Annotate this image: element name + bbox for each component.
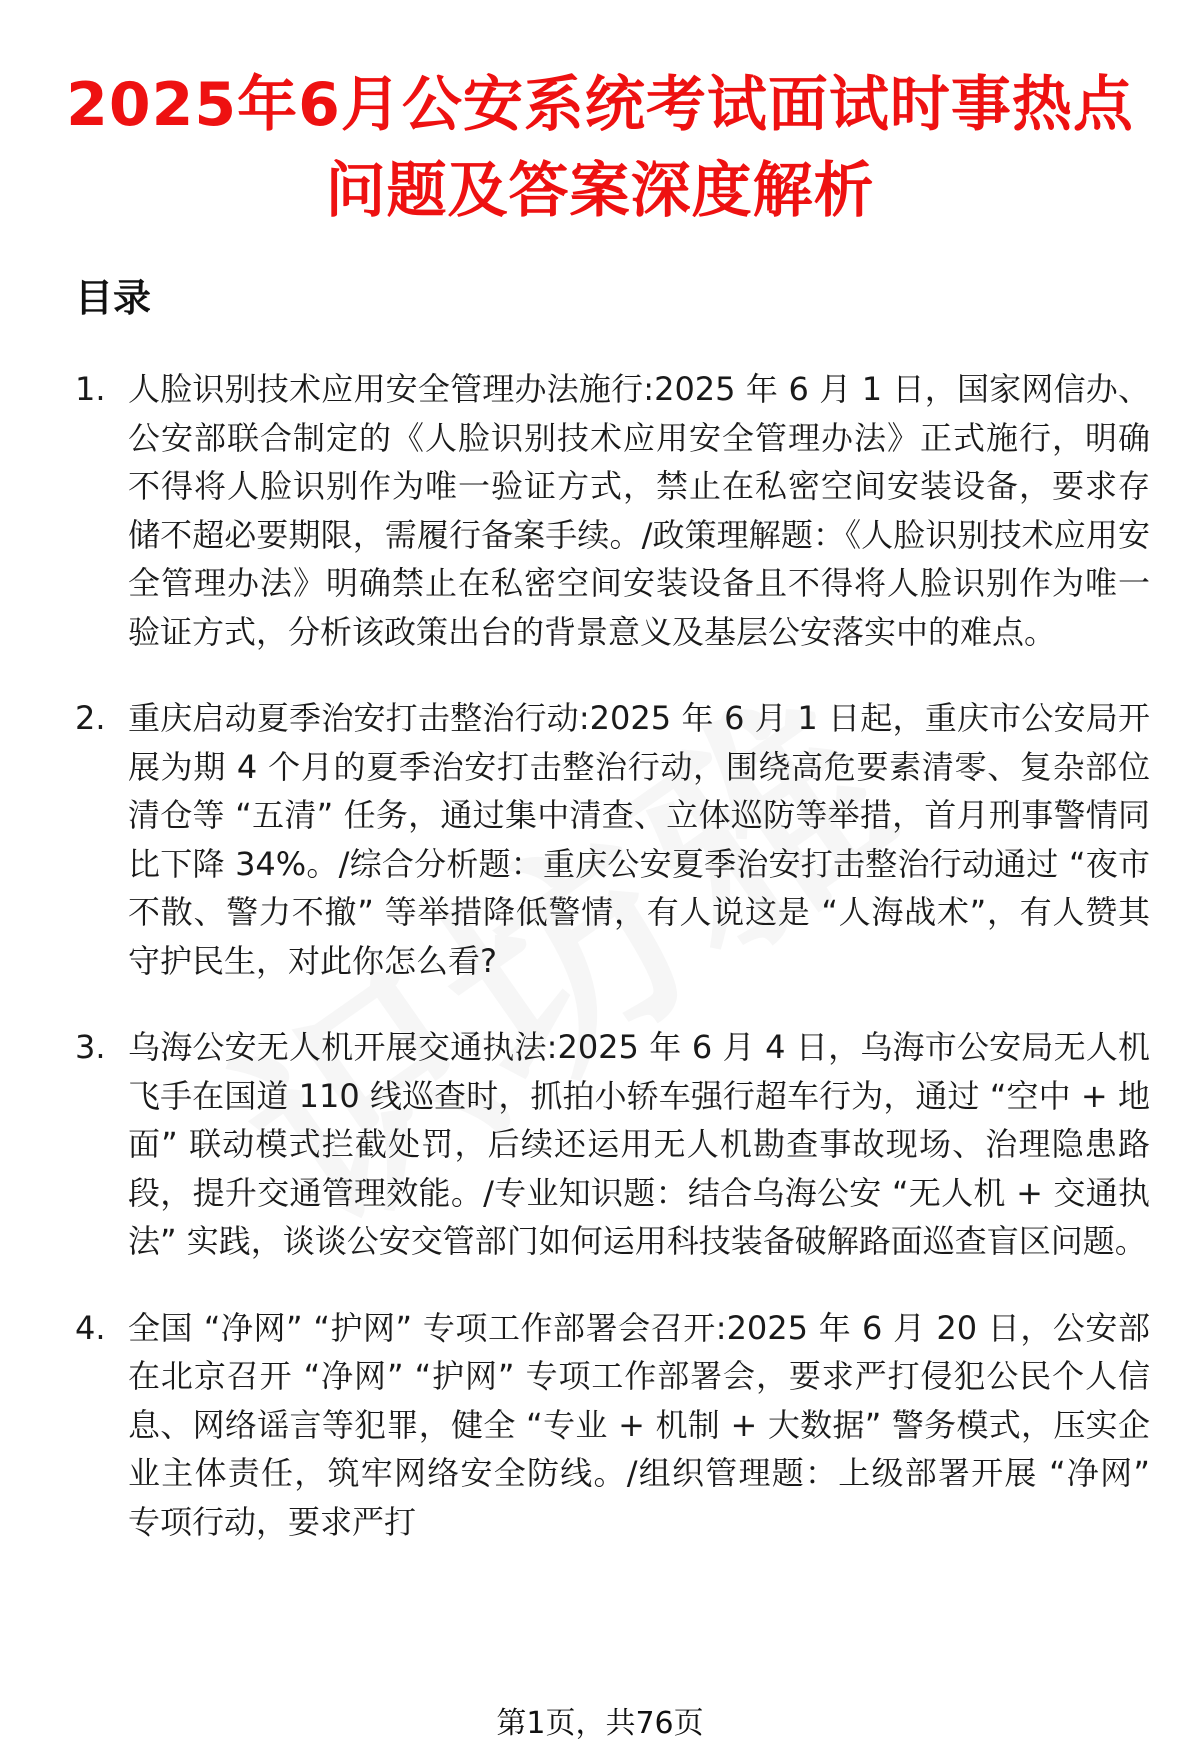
toc-item-4 (0, 1304, 1200, 1547)
document-title: 2025年6月公安系统考试面试时事热点问题及答案深度解析 (66, 70, 1134, 226)
item-number: 3. (75, 1028, 106, 1066)
item-text: 乌海公安无人机开展交通执法:2025 年 6 月 4 日，乌海市公安局无人机飞手在国道 110 线巡查时，抓拍小轿车强行超车行为，通过 “空中 + 地面” 联动模式拦截处罚，后续还运用无人机勘查事故现场、治理隐患路段，提升交通管理效能。/专业知识题：结合乌海公安 “无人机 + 交通执法” 实践，谈谈公安交管部门如何运用科技装备破解路面巡查盲区问题。 (128, 1028, 1150, 1260)
toc-heading: 目录 (75, 276, 152, 320)
item-text: 重庆启动夏季治安打击整治行动:2025 年 6 月 1 日起，重庆市公安局开展为期 4 个月的夏季治安打击整治行动，围绕高危要素清零、复杂部位清仓等 “五清” 任务，通过集中清查、立体巡防等举措，首月刑事警情同比下降 34%。/综合分析题：重庆公安夏季治安打击整治行动通过 “夜市不散、警力不撤” 等举措降低警情，有人说这是 “人海战术”，有人赞其守护民生，对此你怎么看? (128, 699, 1150, 980)
item-text: 全国 “净网” “护网” 专项工作部署会召开:2025 年 6 月 20 日，公安部在北京召开 “净网” “护网” 专项工作部署会，要求严打侵犯公民个人信息、网络谣言等犯罪，健全 “专业 + 机制 + 大数据” 警务模式，压实企业主体责任，筑牢网络安全防线。/组织管理题：上级部署开展 “净网” 专项行动，要求严打 (128, 1308, 1150, 1541)
toc-list (0, 365, 1200, 1584)
page-footer: 第1页，共76页 (496, 1706, 704, 1741)
toc-item-2 (0, 694, 1200, 985)
item-number: 4. (75, 1308, 106, 1347)
toc-item-3 (0, 1023, 1200, 1266)
item-number: 2. (75, 699, 106, 737)
toc-item-1 (0, 365, 1200, 656)
item-number: 1. (75, 370, 106, 408)
item-text: 人脸识别技术应用安全管理办法施行:2025 年 6 月 1 日，国家网信办、公安部联合制定的《人脸识别技术应用安全管理办法》正式施行，明确不得将人脸识别作为唯一验证方式，禁止在私密空间安装设备，要求存储不超必要期限，需履行备案手续。/政策理解题：《人脸识别技术应用安全管理办法》明确禁止在私密空间安装设备且不得将人脸识别作为唯一验证方式，分析该政策出台的背景意义及基层公安落实中的难点。 (128, 370, 1150, 651)
